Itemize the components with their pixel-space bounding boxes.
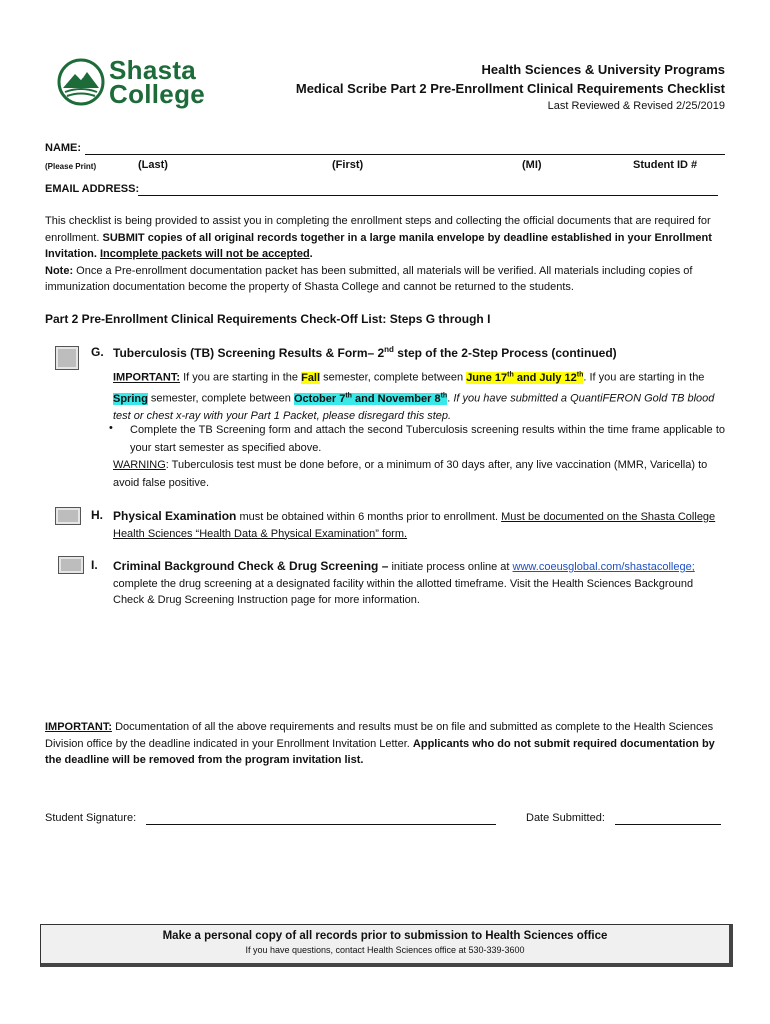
please-print-label: (Please Print) [45, 162, 97, 171]
note-text: Once a Pre-enrollment documentation packet has been submitted, all materials will be verified. All materials including copies of immunization documentation become the property of Shasta College and cannot be returned to the students. [45, 264, 693, 293]
item-g-letter: G. [91, 345, 104, 359]
g-imp-4: semester, complete between [147, 392, 294, 405]
section-title: Part 2 Pre-Enrollment Clinical Requirements Check-Off List: Steps G through I [45, 312, 491, 326]
name-label: NAME: [45, 142, 82, 154]
july-sup: th [576, 371, 584, 378]
and-july: and July 12 [513, 371, 577, 384]
item-g-bullet: Complete the TB Screening form and attach the second Tuberculosis screening results within the time frame applicable to your start semester as specified above. [130, 424, 725, 454]
checkbox-h[interactable] [55, 507, 81, 525]
item-h-text [113, 508, 725, 542]
item-g-warning [113, 457, 725, 492]
g-imp-5: . [447, 392, 451, 405]
fall-highlight: Fall [301, 371, 321, 384]
important-text: Documentation of all the above requirements and results must be on file and submitted as complete to the Health Sciences Division office by the deadline indicated in your Enrollment Invitation Letter. [45, 721, 714, 750]
header-title2: Medical Scribe Part 2 Pre-Enrollment Clinical Requirements Checklist [295, 81, 725, 96]
g-imp-2: semester, complete between [320, 371, 467, 384]
mountain-logo-icon [57, 58, 105, 106]
header-revised: Last Reviewed & Revised 2/25/2019 [547, 100, 725, 112]
june-july-highlight [466, 372, 583, 384]
spring-highlight: Spring [113, 392, 148, 405]
item-g-title-a: Tuberculosis (TB) Screening Results & Form– 2 [113, 346, 385, 360]
coeus-link[interactable]: www.coeusglobal.com/shastacollege; [512, 561, 695, 573]
g-imp-italic: If you have submitted a QuantiFERON Gold TB blood test or chest x-ray with your Part 1 Packet, please disregard this step. [113, 392, 715, 423]
email-label: EMAIL ADDRESS: [45, 183, 140, 195]
and-nov: and November 8 [351, 392, 441, 405]
student-signature-label: Student Signature: [45, 812, 137, 824]
item-i-title: Criminal Background Check & Drug Screening – [113, 559, 389, 573]
footer-box [40, 924, 733, 967]
footer-main: Make a personal copy of all records prior to submission to Health Sciences office [162, 930, 608, 942]
footer-sub: If you have questions, contact Health Sciences office at 530-339-3600 [245, 945, 525, 955]
item-i-letter: I. [91, 558, 98, 572]
item-h-text2: Must be documented on the Shasta College Health Sciences “Health Data & Physical Examination” form. [113, 511, 716, 540]
item-h-title: Physical Examination [113, 509, 237, 523]
warning-text: : Tuberculosis test must be done before, or a minimum of 30 days after, any live vaccination (MMR, Varicella) to avoid false positive. [113, 459, 708, 489]
checkbox-i[interactable] [58, 556, 84, 574]
important-paragraph [45, 719, 727, 769]
mi-label: (MI) [522, 159, 542, 171]
important-label: IMPORTANT: [45, 721, 113, 733]
oct-nov-highlight [294, 393, 447, 405]
checkbox-g[interactable] [55, 346, 79, 370]
date-submitted-label: Date Submitted: [526, 812, 605, 824]
note-label: Note: [45, 264, 74, 277]
important-bold: Applicants who do not submit required documentation by the deadline will be removed from the program invitation list. [45, 737, 715, 766]
intro-paragraph [45, 213, 727, 296]
first-name-label: (First) [332, 159, 364, 171]
last-name-label: (Last) [138, 159, 168, 171]
item-g-title-sup: nd [384, 345, 394, 354]
intro-text-b: SUBMIT copies of all original records together in a large manila envelope by deadline established in your Enrollment Invitation. [45, 231, 712, 260]
item-i-text1: initiate process online at [388, 561, 513, 573]
item-g-title-b: step of the 2-Step Process (continued) [393, 346, 617, 360]
name-field[interactable] [85, 153, 725, 155]
g-imp-3: . If you are starting in the [583, 371, 705, 384]
nov-sup: th [440, 392, 448, 400]
student-id-label: Student ID # [633, 159, 698, 171]
g-important-label: IMPORTANT: [113, 371, 181, 384]
item-i-text [113, 558, 725, 609]
june-sup: th [507, 371, 514, 378]
logo-line1: Shasta [109, 55, 197, 85]
student-signature-field[interactable] [146, 823, 496, 825]
date-submitted-field[interactable] [615, 823, 721, 825]
shasta-college-logo [57, 55, 222, 110]
item-i-text2: complete the drug screening at a designated facility within the allotted timeframe. Visit the Health Sciences Background Check & Drug Screening Instruction page for more information. [113, 577, 694, 606]
item-h-text1: must be obtained within 6 months prior to enrollment. [236, 511, 502, 523]
warning-label: WARNING [113, 459, 166, 471]
logo-line2: College [109, 79, 206, 109]
bullet-icon: • [109, 422, 113, 434]
item-g-important [113, 366, 725, 426]
oct-sup: th [345, 392, 352, 400]
june-text: June 17 [466, 371, 508, 384]
header-title1: Health Sciences & University Programs [481, 62, 725, 77]
intro-text-d: . [309, 248, 313, 260]
oct-text: October 7 [293, 392, 346, 405]
item-g-title [113, 345, 617, 360]
logo-wordmark [109, 55, 206, 109]
intro-text-a: This checklist is being provided to assist you in completing the enrollment steps and collecting the official documents that are required for enrollment. [45, 215, 711, 244]
item-h-letter: H. [91, 508, 103, 522]
intro-text-c: Incomplete packets will not be accepted [100, 248, 310, 260]
g-imp-1: If you are starting in the [180, 371, 302, 384]
email-field[interactable] [138, 194, 718, 196]
